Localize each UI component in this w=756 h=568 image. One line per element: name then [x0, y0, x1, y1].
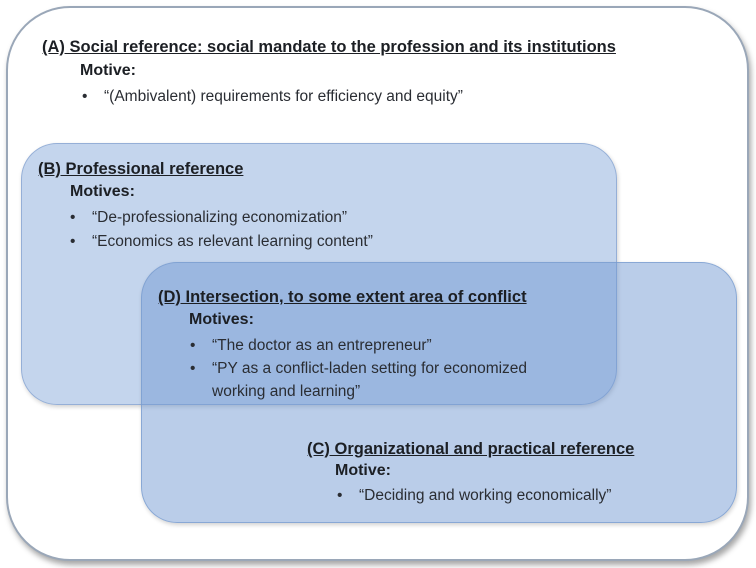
bullet-icon: • — [190, 337, 196, 354]
motive-item — [335, 485, 611, 507]
bullet-icon: • — [70, 209, 76, 226]
bullet-icon: • — [190, 360, 196, 377]
motive-text: working and learning” — [212, 383, 361, 400]
social-reference-heading: (A) Social reference: social mandate to the profession and its institutions — [42, 38, 616, 56]
motive-item — [188, 334, 527, 357]
social-reference-motive-list — [80, 86, 463, 108]
intersection-motive-list — [188, 334, 527, 403]
motive-item — [68, 206, 373, 230]
motive-text: “(Ambivalent) requirements for efficiency and equity” — [104, 88, 463, 105]
intersection-heading: (D) Intersection, to some extent area of conflict — [158, 288, 527, 306]
motive-item — [68, 230, 373, 254]
bullet-icon: • — [82, 88, 88, 105]
professional-reference-motive-list — [68, 206, 373, 254]
organizational-reference-heading: (C) Organizational and practical reference — [307, 440, 635, 458]
bullet-icon: • — [337, 487, 343, 504]
professional-reference-motive-label: Motives: — [70, 183, 135, 200]
motive-item — [188, 357, 527, 380]
motive-item-continuation — [188, 380, 527, 403]
intersection-motive-label: Motives: — [189, 311, 254, 328]
motive-item — [80, 86, 463, 108]
motive-text: “De-professionalizing economization” — [92, 209, 348, 226]
motive-text: “PY as a conflict-laden setting for economized — [212, 360, 528, 377]
motive-text: “Deciding and working economically” — [359, 487, 612, 504]
social-reference-motive-label: Motive: — [80, 62, 136, 79]
bullet-icon: • — [70, 233, 76, 250]
motive-text: “Economics as relevant learning content” — [92, 233, 373, 250]
organizational-reference-motive-list — [335, 485, 611, 507]
organizational-reference-motive-label: Motive: — [335, 462, 391, 479]
motive-text: “The doctor as an entrepreneur” — [212, 337, 432, 354]
professional-reference-heading: (B) Professional reference — [38, 160, 244, 178]
